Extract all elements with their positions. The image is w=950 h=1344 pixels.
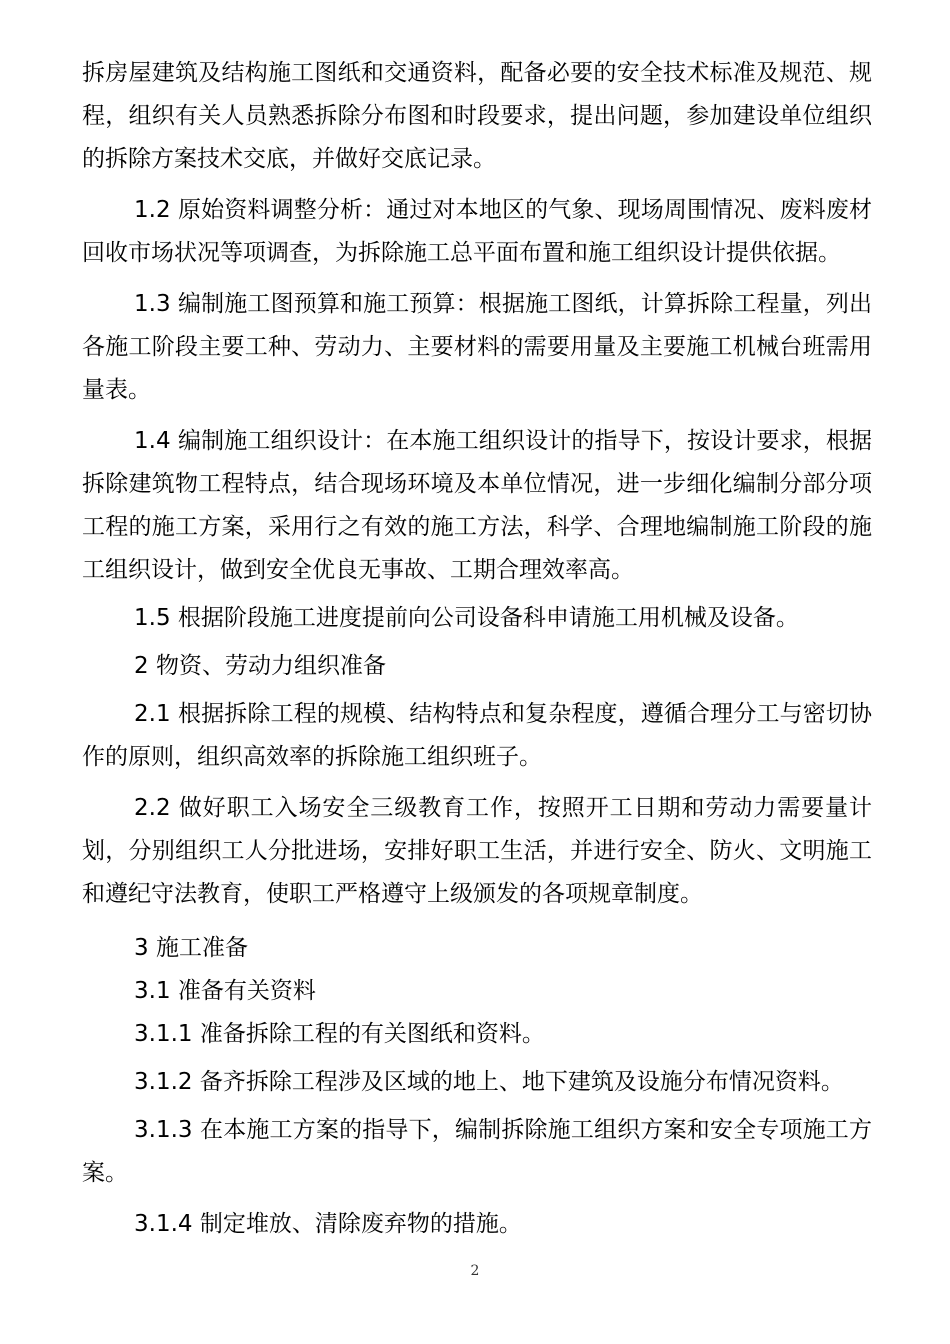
section-heading-3: 3 施工准备 [134, 935, 248, 961]
subsection-heading-3-1: 3.1 准备有关资料 [134, 978, 316, 1004]
document-body [82, 52, 872, 1246]
paragraph-3-1-2: 3.1.2 备齐拆除工程涉及区域的地上、地下建筑及设施分布情况资料。 [134, 1069, 844, 1095]
paragraph-3-1-1: 3.1.1 准备拆除工程的有关图纸和资料。 [134, 1021, 545, 1047]
paragraph-3-1-3: 3.1.3 在本施工方案的指导下，编制拆除施工组织方案和安全专项施工方案。 [82, 1117, 872, 1186]
paragraph-1-4: 1.4 编制施工组织设计：在本施工组织设计的指导下，按设计要求，根据拆除建筑物工程特点，结合现场环境及本单位情况，进一步细化编制分部分项工程的施工方案，采用行之有效的施工方法，科学、合理地编制施工阶段的施工组织设计，做到安全优良无事故、工期合理效率高。 [82, 428, 872, 583]
paragraph-intro-continued: 拆房屋建筑及结构施工图纸和交通资料，配备必要的安全技术标准及规范、规程，组织有关人员熟悉拆除分布图和时段要求，提出问题，参加建设单位组织的拆除方案技术交底，并做好交底记录。 [82, 60, 872, 172]
paragraph-1-5: 1.5 根据阶段施工进度提前向公司设备科申请施工用机械及设备。 [134, 605, 799, 631]
paragraph-3-1-4: 3.1.4 制定堆放、清除废弃物的措施。 [134, 1211, 522, 1237]
section-heading-2: 2 物资、劳动力组织准备 [134, 653, 386, 679]
paragraph-1-3: 1.3 编制施工图预算和施工预算：根据施工图纸，计算拆除工程量，列出各施工阶段主要工种、劳动力、主要材料的需要用量及主要施工机械台班需用量表。 [82, 291, 872, 403]
page-number: 2 [470, 1263, 480, 1279]
paragraph-2-1: 2.1 根据拆除工程的规模、结构特点和复杂程度，遵循合理分工与密切协作的原则，组织高效率的拆除施工组织班子。 [82, 701, 872, 770]
paragraph-1-2: 1.2 原始资料调整分析：通过对本地区的气象、现场周围情况、废料废材回收市场状况等项调查，为拆除施工总平面布置和施工组织设计提供依据。 [82, 197, 872, 266]
paragraph-2-2: 2.2 做好职工入场安全三级教育工作，按照开工日期和劳动力需要量计划，分别组织工人分批进场，安排好职工生活，并进行安全、防火、文明施工和遵纪守法教育，使职工严格遵守上级颁发的各项规章制度。 [82, 795, 872, 907]
